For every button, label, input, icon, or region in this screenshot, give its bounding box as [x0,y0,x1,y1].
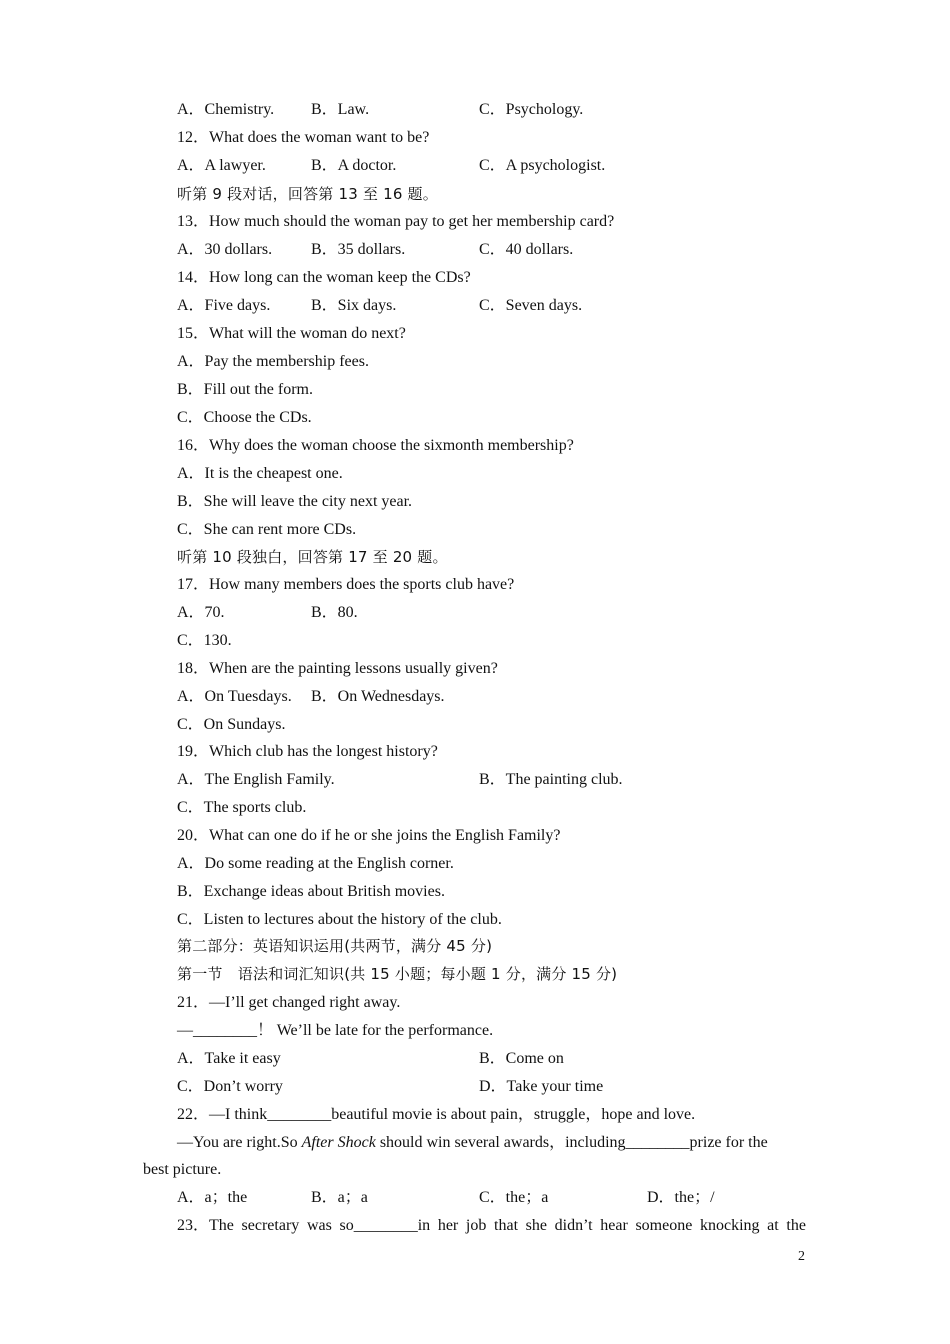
q16-option-c: C．She can rent more CDs. [177,521,357,538]
q21-option-a: A．Take it easy [177,1050,281,1067]
q21-line2: —________！ We’ll be late for the performance. [177,1022,494,1039]
q22-option-b: B．a；a [311,1189,368,1206]
q14-question: 14．How long can the woman keep the CDs? [177,269,471,286]
q23-word: the [786,1217,806,1234]
q22-line2-start: —You are right.So [177,1134,302,1151]
q17-option-b: B．80. [311,604,358,621]
part2-heading: 第二部分：英语知识运用(共两节，满分 45 分) [177,937,493,955]
q23-word: she [525,1217,547,1234]
q20-option-a: A．Do some reading at the English corner. [177,855,454,872]
q11-option-b: B．Law. [311,101,370,118]
q13-option-c: C．40 dollars. [479,241,574,258]
q15-option-a: A．Pay the membership fees. [177,353,369,370]
q23-line1 [177,1216,806,1236]
q16-question: 16．Why does the woman choose the sixmonth membership? [177,437,574,454]
q23-word: was [306,1217,332,1234]
section-10-instruction: 听第 10 段独白，回答第 17 至 20 题。 [177,548,448,566]
q13-question: 13．How much should the woman pay to get her membership card? [177,213,615,230]
q22-line2-end: should win several awards，including________prize for the [375,1134,768,1151]
q14-option-a: A．Five days. [177,297,271,314]
q20-question: 20．What can one do if he or she joins the English Family? [177,827,561,844]
q23-word: someone [635,1217,693,1234]
q12-option-a: A．A lawyer. [177,157,266,174]
q19-option-c: C．The sports club. [177,799,307,816]
q23-word: knocking [699,1217,760,1234]
q14-option-c: C．Seven days. [479,297,583,314]
q13-option-a: A．30 dollars. [177,241,273,258]
q19-option-b: B．The painting club. [479,771,623,788]
q23-word: didn’t [554,1217,593,1234]
q22-option-a: A．a；the [177,1189,248,1206]
q22-line2 [177,1133,768,1153]
q21-line1: 21．—I’ll get changed right away. [177,994,401,1011]
page-number: 2 [798,1249,805,1264]
part2-section1-heading: 第一节 语法和词汇知识(共 15 小题；每小题 1 分，满分 15 分) [177,965,618,983]
q22-line3: best picture. [143,1161,222,1178]
q15-option-c: C．Choose the CDs. [177,409,312,426]
q21-option-c: C．Don’t worry [177,1078,283,1095]
q15-option-b: B．Fill out the form. [177,381,314,398]
q16-option-a: A．It is the cheapest one. [177,465,343,482]
q23-word: so________in [339,1217,431,1234]
q11-option-c: C．Psychology. [479,101,584,118]
q16-option-b: B．She will leave the city next year. [177,493,413,510]
q12-option-b: B．A doctor. [311,157,397,174]
q23-word: hear [600,1217,628,1234]
q21-option-d: D．Take your time [479,1078,604,1095]
q13-option-b: B．35 dollars. [311,241,406,258]
q23-word: 23．The [177,1217,234,1234]
q19-question: 19．Which club has the longest history? [177,743,438,760]
q18-option-a: A．On Tuesdays. [177,688,292,705]
q23-word: that [494,1217,519,1234]
q23-word: job [465,1217,487,1234]
q14-option-b: B．Six days. [311,297,397,314]
q12-question: 12．What does the woman want to be? [177,129,430,146]
q17-option-c: C．130. [177,632,232,649]
q17-question: 17．How many members does the sports club have? [177,576,515,593]
q18-question: 18．When are the painting lessons usually given? [177,660,498,677]
q20-option-c: C．Listen to lectures about the history of the club. [177,911,502,928]
q18-option-c: C．On Sundays. [177,716,286,733]
q22-option-d: D．the；/ [647,1189,715,1206]
q20-option-b: B．Exchange ideas about British movies. [177,883,445,900]
q22-movie-title: After Shock [301,1134,376,1151]
q21-option-b: B．Come on [479,1050,564,1067]
q19-option-a: A．The English Family. [177,771,335,788]
q23-word: secretary [241,1217,300,1234]
q22-option-c: C．the；a [479,1189,549,1206]
q12-option-c: C．A psychologist. [479,157,606,174]
q23-word: her [437,1217,459,1234]
q11-option-a: A．Chemistry. [177,101,275,118]
q23-word: at [767,1217,779,1234]
q17-option-a: A．70. [177,604,225,621]
section-9-instruction: 听第 9 段对话，回答第 13 至 16 题。 [177,185,438,203]
q22-line1: 22．—I think________beautiful movie is about pain，struggle，hope and love. [177,1106,696,1123]
q18-option-b: B．On Wednesdays. [311,688,445,705]
q15-question: 15．What will the woman do next? [177,325,406,342]
